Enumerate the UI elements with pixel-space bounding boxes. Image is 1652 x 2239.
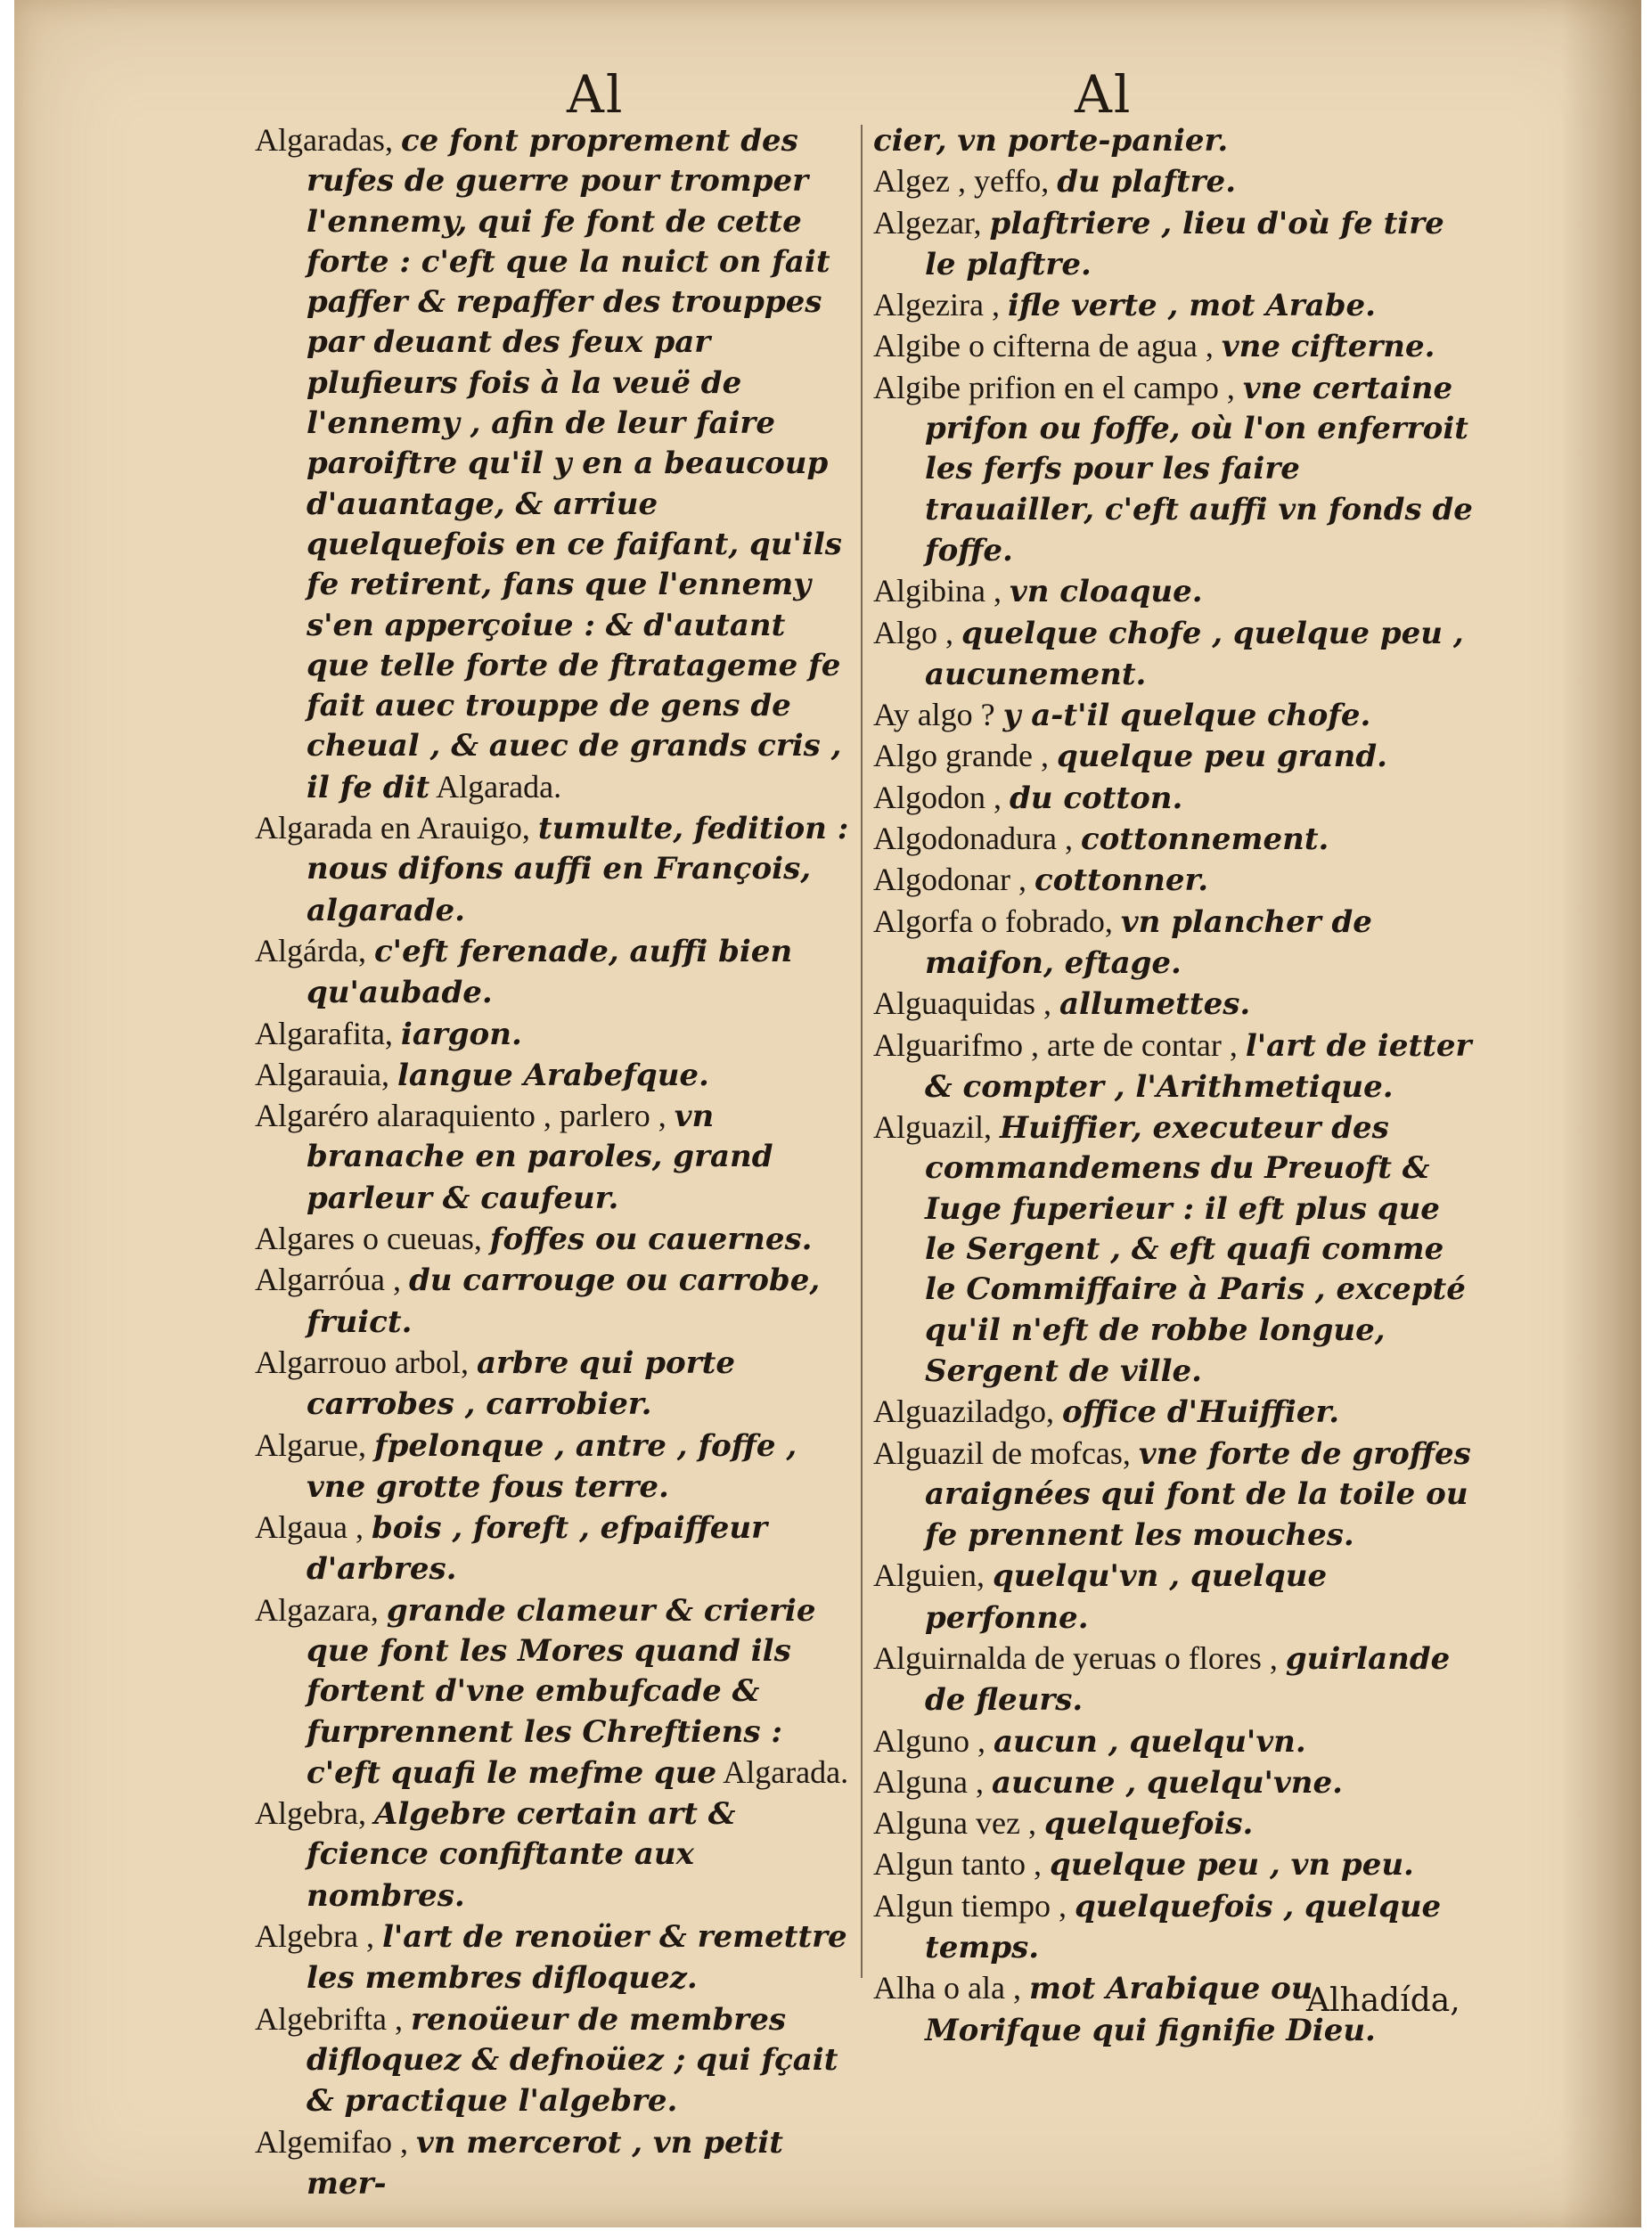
entry-definition: vn branache en paroles, grand parleur & caufeur.: [307, 1099, 773, 1216]
right-running-head: Al: [1075, 64, 1133, 125]
entry-separator: ,: [650, 1098, 675, 1134]
entry-separator: ,: [380, 1056, 397, 1092]
entry-definition: cier, vn porte-panier.: [873, 123, 1229, 159]
entry-headword: Algares o cueuas: [255, 1221, 474, 1257]
entry-headword: Algo grande: [873, 738, 1033, 774]
entry-definition: foffes ou cauernes.: [489, 1222, 813, 1258]
entry-separator: ,: [973, 204, 990, 241]
entry-headword: Algebrifta: [255, 2000, 387, 2037]
entry-definition: fpelonque , antre , foffe , vne grotte fous terre.: [307, 1427, 797, 1505]
entry-definition: Huiffier, executeur des commandemens du Preuoft & Iuge fuperieur : il eft plus que le Sergent , & eft quafi comme le Commiffaire à Paris , excepté qu'il n'eft de robbe longue, Sergent de ville.: [925, 1110, 1466, 1389]
entry-definition: quelque chofe , quelque peu , aucunement.: [925, 615, 1464, 692]
entry-definition: grande clameur & crierie que font les Mores quand ils fortent d'vne embufcade & furprennent les Chreftiens : c'eft quafi le mefme que: [307, 1592, 816, 1791]
dictionary-entry: [255, 1999, 852, 2122]
entry-definition: vn cloaque.: [1009, 574, 1203, 610]
dictionary-entry: [873, 1434, 1479, 1557]
entry-headword: Algebra: [255, 1795, 358, 1832]
entry-definition: du carrouge ou carrobe, fruict.: [307, 1263, 821, 1340]
dictionary-entry: [873, 1556, 1479, 1638]
entry-definition: cottonner.: [1034, 862, 1209, 899]
dictionary-entry: [255, 1096, 852, 1219]
dictionary-entry: [873, 902, 1479, 985]
column-divider: [861, 125, 863, 1978]
entry-separator: ,: [521, 810, 538, 846]
entry-separator: [995, 697, 1003, 732]
entry-headword: Alguaquidas: [873, 985, 1035, 1022]
entry-headword: Algodonar: [873, 862, 1010, 898]
entry-definition: guirlande de fleurs.: [925, 1640, 1451, 1719]
right-column: [873, 120, 1479, 2051]
entry-headword: Alguna vez: [873, 1805, 1020, 1842]
entry-headword: Algaua: [255, 1509, 348, 1546]
dictionary-entry: [255, 1343, 852, 1426]
entry-definition: du plaftre.: [1057, 164, 1237, 200]
entry-definition: quelquefois , quelque temps.: [925, 1888, 1442, 1966]
dictionary-entry: [255, 808, 852, 931]
entry-headword: Algaradas: [255, 122, 385, 158]
entry-separator: ,: [357, 932, 374, 968]
entry-headword: Algarue: [255, 1426, 358, 1463]
dictionary-entry: [873, 1886, 1479, 1969]
entry-headword: Alguno: [873, 1722, 969, 1759]
entry-headword: Algarróua: [255, 1262, 385, 1298]
dictionary-entry: [255, 1794, 852, 1916]
entry-headword: Algarada en Arauigo: [255, 810, 522, 846]
dictionary-entry: [873, 161, 1479, 202]
entry-separator: ,: [1032, 738, 1057, 774]
dictionary-entry: [873, 120, 1479, 161]
entry-headword: Algarrouo arbol: [255, 1344, 461, 1380]
entry-separator: ,: [1041, 163, 1058, 200]
dictionary-entry: [873, 1638, 1479, 1721]
entry-separator: ,: [983, 1109, 1000, 1146]
entry-definition: l'art de renoüer & remettre les membres difloquez.: [307, 1919, 847, 1997]
entry-definition: bois , foreft , efpaiffeur d'arbres.: [307, 1510, 768, 1588]
entry-separator: ,: [1104, 903, 1121, 939]
entry-headword: Alguien: [873, 1557, 977, 1594]
entry-headword: Algun tanto: [873, 1846, 1026, 1883]
entry-separator: ,: [370, 1591, 387, 1628]
entry-separator: ,: [384, 1015, 401, 1051]
entry-separator: ,: [1019, 1805, 1044, 1842]
entry-definition: y a-t'il quelque chofe.: [1002, 698, 1371, 734]
dictionary-entry: [255, 1916, 852, 1999]
entry-separator: ,: [1056, 821, 1081, 857]
entry-headword: Algibina: [873, 573, 985, 609]
entry-separator: ,: [1035, 985, 1059, 1022]
entry-headword: Algodon: [873, 779, 985, 815]
entry-definition: arbre qui porte carrobes , carrobier.: [307, 1344, 735, 1423]
entry-separator: ,: [1050, 1887, 1075, 1924]
entry-definition: allumettes.: [1059, 986, 1251, 1023]
entry-definition: tumulte, fedition : nous difons auffi en François, algarade.: [307, 811, 849, 928]
dictionary-entry: [255, 1508, 852, 1590]
entry-separator: ,: [357, 1918, 382, 1955]
dictionary-entry: [873, 1762, 1479, 1803]
entry-separator: ,: [384, 122, 401, 158]
entry-definition: aucun , quelqu'vn.: [994, 1723, 1306, 1760]
left-running-head: Al: [567, 64, 625, 125]
dictionary-entry: [873, 613, 1479, 696]
dictionary-entry: [873, 984, 1479, 1025]
entry-headword: Algodonadura: [873, 821, 1057, 857]
dictionary-entry: [873, 778, 1479, 819]
dictionary-entry: [255, 1260, 852, 1343]
entry-headword: Alguna: [873, 1763, 968, 1800]
entry-separator: ,: [976, 1557, 993, 1594]
entry-separator: ,: [1045, 1393, 1062, 1430]
entry-headword: Algárda: [255, 932, 358, 968]
entry-headword: Algarauia: [255, 1056, 381, 1092]
entry-separator: ,: [985, 779, 1010, 815]
entry-separator: ,: [347, 1509, 372, 1546]
entry-headword: Algaréro alaraquiento , parlero: [255, 1098, 650, 1134]
entry-definition: quelquefois.: [1043, 1806, 1254, 1843]
entry-separator: ,: [391, 2123, 416, 2160]
entry-definition: office d'Huiffier.: [1061, 1394, 1340, 1431]
catchword: Alhadída,: [1306, 1982, 1460, 2019]
entry-definition: mot Arabique ou Morifque qui fignifie Dieu.: [925, 1971, 1376, 2048]
entry-headword: Alguazil de mofcas: [873, 1434, 1123, 1471]
entry-separator: ,: [1218, 369, 1243, 405]
entry-definition: iargon.: [400, 1016, 522, 1052]
dictionary-entry: [873, 1392, 1479, 1433]
entry-definition: cottonnement.: [1080, 821, 1329, 858]
entry-headword: Algibe o cifterna de agua: [873, 328, 1198, 364]
entry-headword: Ay algo ?: [873, 697, 995, 733]
entry-headword: Algorfa o fobrado: [873, 903, 1105, 939]
entry-definition: l'art de ietter & compter , l'Arithmetique.: [925, 1027, 1472, 1105]
entry-definition: vn mercerot , vn petit mer-: [307, 2124, 783, 2202]
dictionary-entry: [255, 931, 852, 1014]
dictionary-entry: [873, 1026, 1479, 1108]
entry-separator: ,: [1122, 1434, 1139, 1471]
entry-headword: Algarafita: [255, 1015, 385, 1051]
dictionary-entry: [255, 2122, 852, 2205]
entry-separator: ,: [937, 614, 961, 650]
dictionary-entry: [255, 1426, 852, 1508]
entry-separator: ,: [1197, 328, 1222, 364]
entry-definition: ce font proprement des rufes de guerre pour tromper l'ennemy, qui fe font de cette forte : c'eft que la nuict on fait paffer & repaffer des trouppes par deuant des feux par plufieurs fois à la veuë de l'ennemy , afin de leur faire paroiftre qu'il y en a beaucoup d'auantage, & arriue quelquefois en ce faifant, qu'ils fe retirent, fans que l'ennemy s'en apperçoiue : & d'autant que telle forte de ftratageme fe fait auec trouppe de gens de cheual , & auec de grands cris , il fe dit: [307, 123, 842, 805]
entry-separator: ,: [967, 1763, 992, 1800]
entry-headword: Algezar: [873, 204, 974, 241]
entry-definition: du cotton.: [1010, 780, 1183, 816]
dictionary-entry: [255, 1014, 852, 1055]
dictionary-entry: [873, 736, 1479, 777]
entry-crossref: Algarada.: [429, 768, 562, 805]
dictionary-entry: [873, 1803, 1479, 1844]
entry-separator: ,: [969, 1722, 994, 1759]
entry-definition: c'eft ferenade, auffi bien qu'aubade.: [307, 933, 793, 1011]
entry-separator: ,: [1221, 1026, 1246, 1063]
entry-separator: ,: [1261, 1639, 1286, 1676]
dictionary-entry: [873, 1721, 1479, 1762]
entry-separator: ,: [985, 573, 1010, 609]
dictionary-entry: [255, 120, 852, 808]
entry-headword: Alguaziladgo: [873, 1393, 1046, 1430]
dictionary-entry: [873, 1107, 1479, 1392]
entry-definition: plaftriere , lieu d'où fe tire le plaftre.: [925, 205, 1444, 282]
entry-separator: ,: [473, 1221, 490, 1257]
entry-separator: ,: [386, 2000, 411, 2037]
dictionary-entry: [873, 285, 1479, 326]
entry-headword: Algazara: [255, 1591, 371, 1628]
entry-definition: ifle verte , mot Arabe.: [1007, 288, 1376, 324]
entry-definition: langue Arabefque.: [397, 1057, 709, 1093]
entry-crossref: Algarada.: [716, 1753, 849, 1790]
entry-headword: Algezira: [873, 287, 984, 323]
dictionary-entry: [873, 1844, 1479, 1885]
entry-separator: ,: [1025, 1846, 1050, 1883]
entry-headword: Algibe prifion en el campo: [873, 369, 1219, 405]
entry-definition: quelque peu grand.: [1056, 739, 1387, 775]
dictionary-entry: [873, 326, 1479, 367]
dictionary-entry: [873, 695, 1479, 736]
dictionary-entry: [255, 1055, 852, 1096]
entry-headword: Algebra: [255, 1918, 358, 1955]
entry-definition: vn plancher de maifon, eftage.: [925, 903, 1372, 981]
left-column: [255, 120, 852, 2204]
entry-separator: ,: [1010, 862, 1035, 898]
entry-headword: Alha o ala: [873, 1970, 1005, 2006]
entry-separator: ,: [460, 1344, 477, 1380]
dictionary-entry: [873, 571, 1479, 612]
dictionary-entry: [255, 1219, 852, 1260]
dictionary-entry: [255, 1590, 852, 1794]
entry-definition: vne forte de groffes araignées qui font de la toile ou fe prennent les mouches.: [925, 1435, 1471, 1554]
dictionary-entry: [873, 860, 1479, 901]
entry-separator: ,: [357, 1795, 374, 1832]
entry-headword: Algo: [873, 614, 937, 650]
entry-definition: quelqu'vn , quelque perfonne.: [925, 1558, 1328, 1636]
entry-definition: vne certaine prifon ou foffe, où l'on enferroit les ferfs pour les faire trauailler, c'eft auffi vn fonds de foffe.: [925, 370, 1473, 568]
entry-definition: renoüeur de membres difloquez & defnoüez ; qui fçait & practique l'algebre.: [307, 2001, 838, 2120]
dictionary-entry: [873, 819, 1479, 860]
entry-headword: Algez , yeffo: [873, 163, 1042, 200]
entry-definition: quelque peu , vn peu.: [1049, 1847, 1414, 1884]
dictionary-entry: [873, 368, 1479, 571]
entry-definition: vne cifterne.: [1221, 329, 1435, 365]
entry-headword: Alguirnalda de yeruas o flores: [873, 1639, 1262, 1676]
entry-separator: ,: [357, 1426, 374, 1463]
entry-definition: aucune , quelqu'vne.: [991, 1764, 1343, 1801]
entry-separator: ,: [384, 1262, 409, 1298]
entry-headword: Algemifao: [255, 2123, 392, 2160]
entry-headword: Algun tiempo: [873, 1887, 1051, 1924]
dictionary-entry: [873, 203, 1479, 286]
entry-separator: ,: [1004, 1970, 1029, 2006]
dictionary-page: [14, 0, 1641, 2227]
entry-headword: Alguarifmo , arte de contar: [873, 1026, 1222, 1063]
entry-definition: Algebre certain art & fcience confiftante aux nombres.: [307, 1796, 736, 1914]
entry-headword: Alguazil: [873, 1109, 984, 1146]
entry-separator: ,: [983, 287, 1008, 323]
